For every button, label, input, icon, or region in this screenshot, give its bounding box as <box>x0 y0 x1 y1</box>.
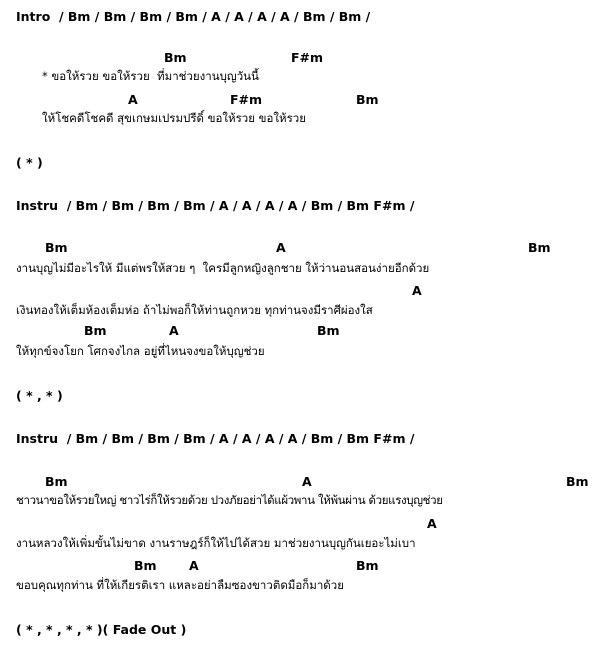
chord: F#m <box>291 50 324 65</box>
repeat-marker: ( * ) <box>16 155 43 170</box>
verse2-lyric-3: ขอบคุณทุกท่าน ที่ให้เกียรติเรา แหละอย่าลืมซองขาวติดมือก็มาด้วย <box>16 578 344 592</box>
chord: A <box>412 283 422 298</box>
chord: A <box>302 474 312 489</box>
repeat-marker: ( * , * ) <box>16 388 63 403</box>
instru-line: Instru / Bm / Bm / Bm / Bm / A / A / A / A / Bm / Bm F#m / <box>16 431 415 446</box>
intro-line: Intro / Bm / Bm / Bm / Bm / A / A / A / A / Bm / Bm / <box>16 9 371 24</box>
chord: A <box>169 323 179 338</box>
chord: Bm <box>317 323 340 338</box>
outro-line: ( * , * , * , * )( Fade Out ) <box>16 622 187 637</box>
verse1-lyric-1: งานบุญไม่มีอะไรให้ มีแต่พรให้สวย ๆ ใครมีลูกหญิงลูกชาย ให้ว่านอนสอนง่ายอีกด้วย <box>16 261 430 275</box>
instru-line: Instru / Bm / Bm / Bm / Bm / A / A / A / A / Bm / Bm F#m / <box>16 198 415 213</box>
chord: Bm <box>356 92 379 107</box>
verse1-lyric-3: ให้ทุกข์จงโยก โศกจงไกล อยู่ที่ไหนจงขอให้บุญช่วย <box>16 344 265 358</box>
chord: A <box>189 558 199 573</box>
chord: A <box>276 240 286 255</box>
chord: F#m <box>230 92 263 107</box>
chord: Bm <box>566 474 589 489</box>
chord: Bm <box>134 558 157 573</box>
verse2-lyric-1: ชาวนาขอให้รวยใหญ่ ชาวไร่ก็ให้รวยด้วย ปวงภัยอย่าได้แผ้วพาน ให้พ้นผ่าน ด้วยแรงบุญช่วย <box>16 493 443 507</box>
chord: Bm <box>45 240 68 255</box>
chord: Bm <box>528 240 551 255</box>
chord: A <box>427 516 437 531</box>
chord: A <box>128 92 138 107</box>
chord: Bm <box>164 50 187 65</box>
verse2-lyric-2: งานหลวงให้เพิ่มขั้นไม่ขาด งานราษฎร์ก็ให้ไปได้สวย มาช่วยงานบุญกันเยอะไม่เบา <box>16 536 416 550</box>
chord: Bm <box>356 558 379 573</box>
chord: Bm <box>84 323 107 338</box>
chorus-lyric-1: * ขอให้รวย ขอให้รวย ที่มาช่วยงานบุญวันนี้ <box>42 69 259 83</box>
chord: Bm <box>45 474 68 489</box>
verse1-lyric-2: เงินทองให้เต็มห้องเต็มห่อ ถ้าไม่พอก็ให้ท่านถูกหวย ทุกท่านจงมีราศีผ่องใส <box>16 303 373 317</box>
chorus-lyric-2: ให้โชคดีโชคดี สุขเกษมเปรมปรีดิ์ ขอให้รวย ขอให้รวย <box>42 111 306 125</box>
